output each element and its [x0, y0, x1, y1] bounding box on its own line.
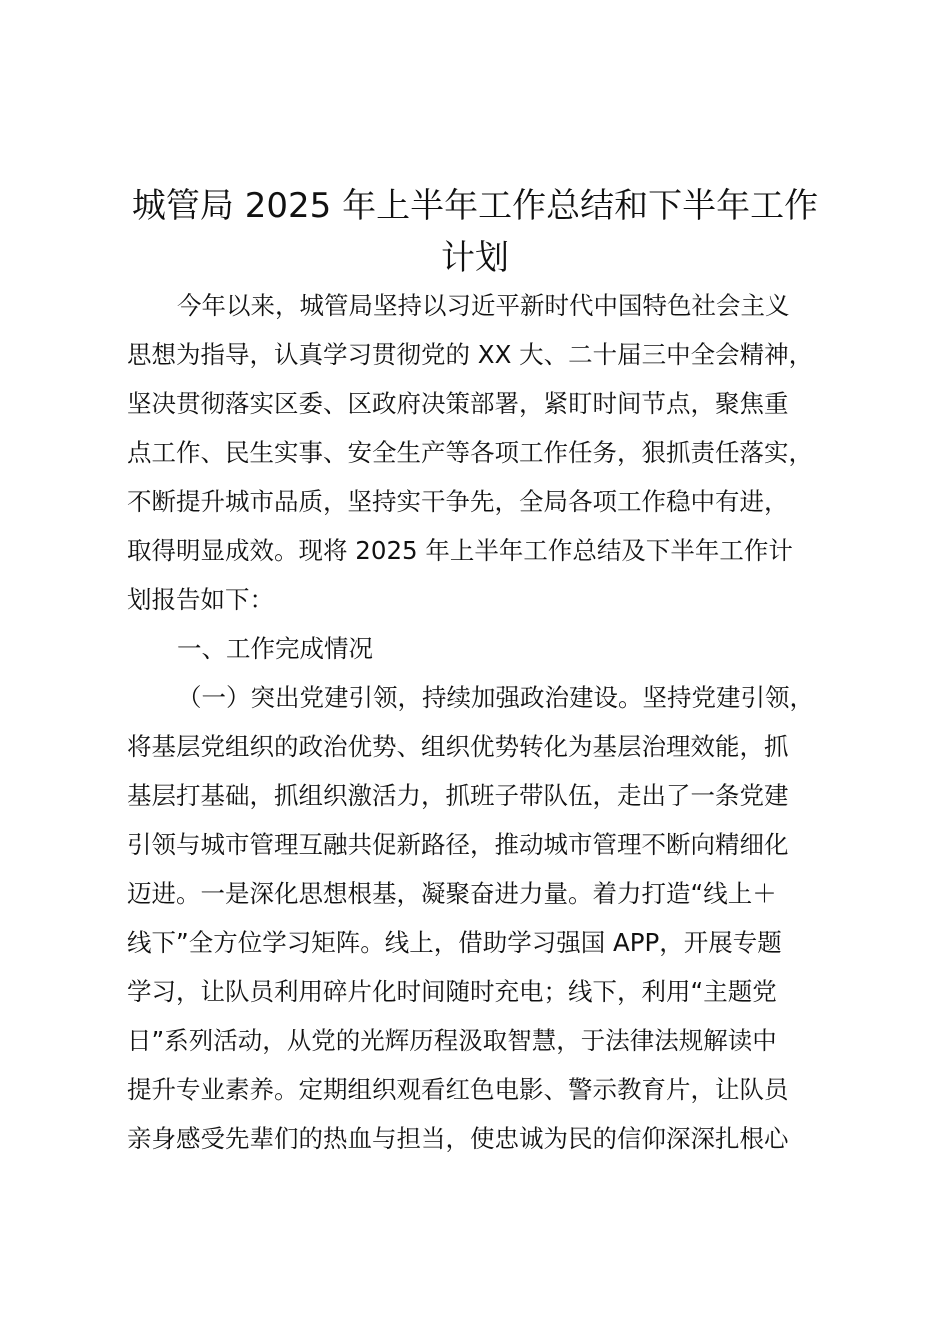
paragraph-line: 亲身感受先辈们的热血与担当，使忠诚为民的信仰深深扎根心: [127, 1124, 789, 1153]
document-title: [110, 180, 840, 284]
paragraph-line: 划报告如下：: [127, 585, 274, 614]
title-line-2: 计划: [441, 238, 509, 278]
paragraph-line: 线下”全方位学习矩阵。线上，借助学习强国 APP，开展专题: [127, 928, 782, 957]
paragraph-line: 坚决贯彻落实区委、区政府决策部署，紧盯时间节点，聚焦重: [127, 389, 789, 418]
paragraph-line: 今年以来，城管局坚持以习近平新时代中国特色社会主义: [177, 291, 790, 320]
paragraph-line: 提升专业素养。定期组织观看红色电影、警示教育片，让队员: [127, 1075, 789, 1104]
paragraph-line: 日”系列活动，从党的光辉历程汲取智慧，于法律法规解读中: [127, 1026, 777, 1055]
paragraph-line: 取得明显成效。现将 2025 年上半年工作总结及下半年工作计: [127, 536, 793, 565]
paragraph-line: 引领与城市管理互融共促新路径，推动城市管理不断向精细化: [127, 830, 789, 859]
paragraph-line: 基层打基础，抓组织激活力，抓班子带队伍，走出了一条党建: [127, 781, 789, 810]
paragraph-line: 将基层党组织的政治优势、组织优势转化为基层治理效能，抓: [127, 732, 789, 761]
paragraph-line: 思想为指导，认真学习贯彻党的 XX 大、二十届三中全会精神，: [127, 340, 814, 369]
paragraph-line: 学习，让队员利用碎片化时间随时充电；线下，利用“主题党: [127, 977, 777, 1006]
document-body: [127, 281, 867, 1163]
paragraph-line: 不断提升城市品质，坚持实干争先，全局各项工作稳中有进，: [127, 487, 789, 516]
paragraph-line: 迈进。一是深化思想根基，凝聚奋进力量。着力打造“线上＋: [127, 879, 777, 908]
paragraph-line: 点工作、民生实事、安全生产等各项工作任务，狠抓责任落实，: [127, 438, 813, 467]
paragraph-line: （一）突出党建引领，持续加强政治建设。坚持党建引领，: [177, 683, 814, 712]
section-heading: 一、工作完成情况: [177, 634, 373, 663]
title-line-1: 城管局 2025 年上半年工作总结和下半年工作: [131, 186, 819, 226]
